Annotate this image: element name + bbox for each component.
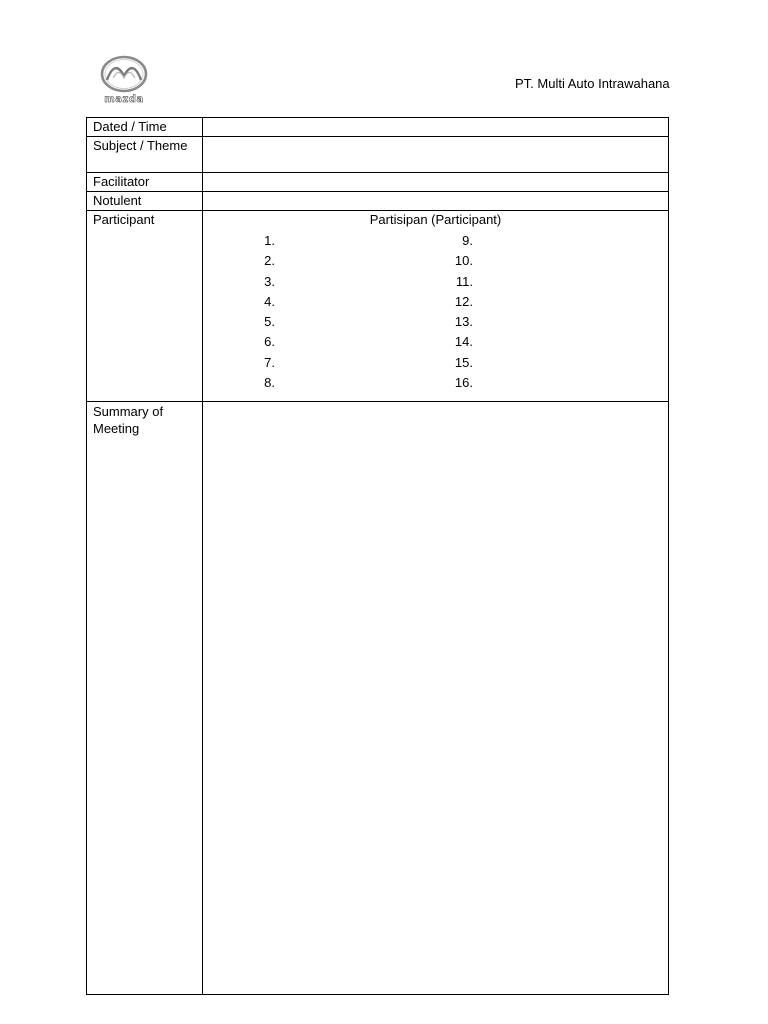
- participant-number: 13.: [454, 314, 473, 330]
- participant-number: 5.: [264, 314, 275, 330]
- subject-label: Subject / Theme: [87, 137, 203, 173]
- svg-text:mazda: mazda: [104, 94, 144, 105]
- company-name: PT. Multi Auto Intrawahana: [515, 76, 670, 91]
- mazda-logo-icon: [94, 54, 154, 106]
- subject-field[interactable]: [203, 137, 669, 173]
- participant-heading: Partisipan (Participant): [369, 212, 502, 227]
- participant-number: 6.: [264, 334, 275, 350]
- facilitator-row: [87, 173, 669, 192]
- participant-row: [87, 211, 669, 402]
- facilitator-label: Facilitator: [87, 173, 203, 192]
- participant-column-right: [407, 231, 473, 393]
- participant-number: 10.: [454, 253, 473, 269]
- subject-row: [87, 137, 669, 173]
- participant-number: 15.: [454, 354, 473, 370]
- date-row: [87, 118, 669, 137]
- participant-list: [209, 231, 662, 393]
- meeting-minutes-table: [86, 117, 669, 995]
- participant-label: Participant: [87, 211, 203, 402]
- participant-number: 11.: [455, 273, 473, 289]
- participant-number: 12.: [454, 293, 473, 309]
- notulent-label: Notulent: [87, 192, 203, 211]
- summary-row: [87, 402, 669, 995]
- summary-field[interactable]: [203, 402, 669, 995]
- notulent-field[interactable]: [203, 192, 669, 211]
- participant-number: 8.: [264, 375, 275, 391]
- participant-cell[interactable]: [203, 211, 669, 402]
- participant-number: 1.: [264, 233, 275, 248]
- summary-label: [87, 402, 203, 995]
- participant-number: 9.: [462, 233, 473, 248]
- participant-column-left: [209, 231, 275, 393]
- facilitator-field[interactable]: [203, 173, 669, 192]
- participant-number: 16.: [454, 375, 473, 391]
- participant-number: 7.: [264, 354, 275, 370]
- date-field[interactable]: [203, 118, 669, 137]
- participant-number: 4.: [264, 293, 275, 309]
- notulent-row: [87, 192, 669, 211]
- date-label: Dated / Time: [87, 118, 203, 137]
- participant-number: 14.: [454, 334, 473, 350]
- participant-number: 2.: [264, 253, 275, 269]
- participant-number: 3.: [264, 273, 275, 289]
- summary-label-text: Summary of Meeting: [93, 404, 164, 436]
